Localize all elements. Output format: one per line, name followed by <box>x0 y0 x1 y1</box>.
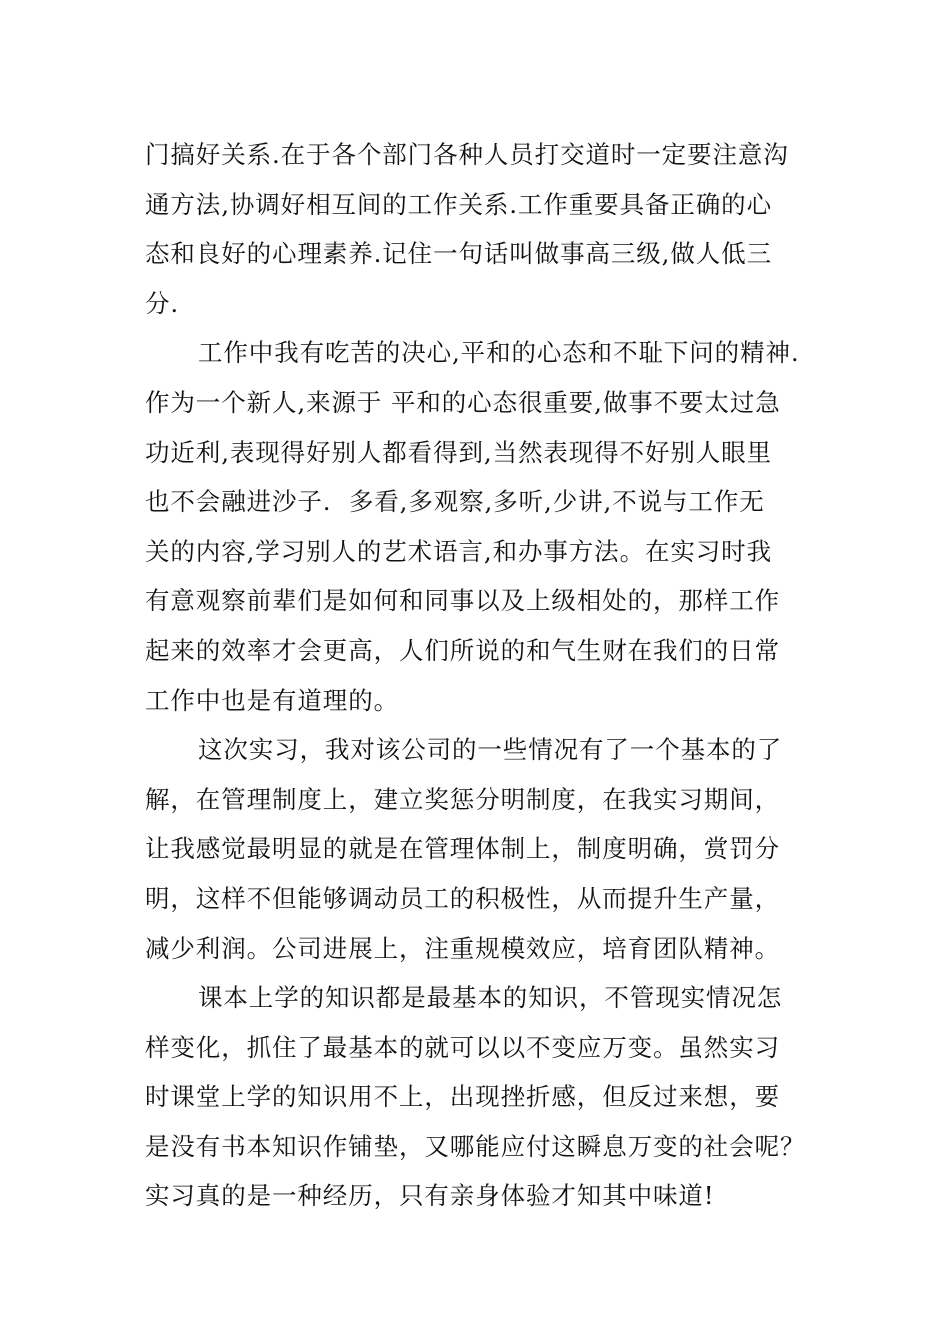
text-line: 关的内容,学习别人的艺术语言,和办事方法。在实习时我 <box>145 536 772 566</box>
paragraph-first-line: 工作中我有吃苦的决心,平和的心态和不耻下问的精神. <box>198 338 800 368</box>
text-line: 减少利润。公司进展上，注重规模效应，培育团队精神。 <box>145 933 780 963</box>
text-line: 明，这样不但能够调动员工的积极性，从而提升生产量， <box>145 883 780 913</box>
text-line: 工作中也是有道理的。 <box>145 685 399 715</box>
paragraph-first-line: 这次实习，我对该公司的一些情况有了一个基本的了 <box>198 735 783 765</box>
text-line: 解，在管理制度上，建立奖惩分明制度，在我实习期间， <box>145 784 780 814</box>
text-line: 态和良好的心理素养.记住一句话叫做事高三级,做人低三 <box>145 239 772 269</box>
text-line: 样变化，抓住了最基本的就可以以不变应万变。虽然实习 <box>145 1032 780 1062</box>
paragraph-first-line: 课本上学的知识都是最基本的知识，不管现实情况怎 <box>198 983 783 1013</box>
text-line: 让我感觉最明显的就是在管理体制上，制度明确，赏罚分 <box>145 834 780 864</box>
text-line: 有意观察前辈们是如何和同事以及上级相处的，那样工作 <box>145 586 780 616</box>
text-line: 作为一个新人,来源于 平和的心态很重要,做事不要太过急 <box>145 387 781 417</box>
text-line: 分. <box>145 288 180 318</box>
text-line: 是没有书本知识作铺垫，又哪能应付这瞬息万变的社会呢？ <box>145 1131 806 1161</box>
text-line: 门搞好关系.在于各个部门各种人员打交道时一定要注意沟 <box>145 140 789 169</box>
text-line: 实习真的是一种经历，只有亲身体验才知其中味道! <box>145 1181 715 1211</box>
text-line: 时课堂上学的知识用不上，出现挫折感，但反过来想，要 <box>145 1082 780 1112</box>
text-line: 通方法,协调好相互间的工作关系.工作重要具备正确的心 <box>145 189 772 219</box>
text-line: 功近利,表现得好别人都看得到,当然表现得不好别人眼里 <box>145 437 772 467</box>
document-body <box>145 130 815 1221</box>
text-line: 起来的效率才会更高，人们所说的和气生财在我们的日常 <box>145 635 780 665</box>
text-line: 也不会融进沙子. 多看,多观察,多听,少讲,不说与工作无 <box>145 487 765 517</box>
